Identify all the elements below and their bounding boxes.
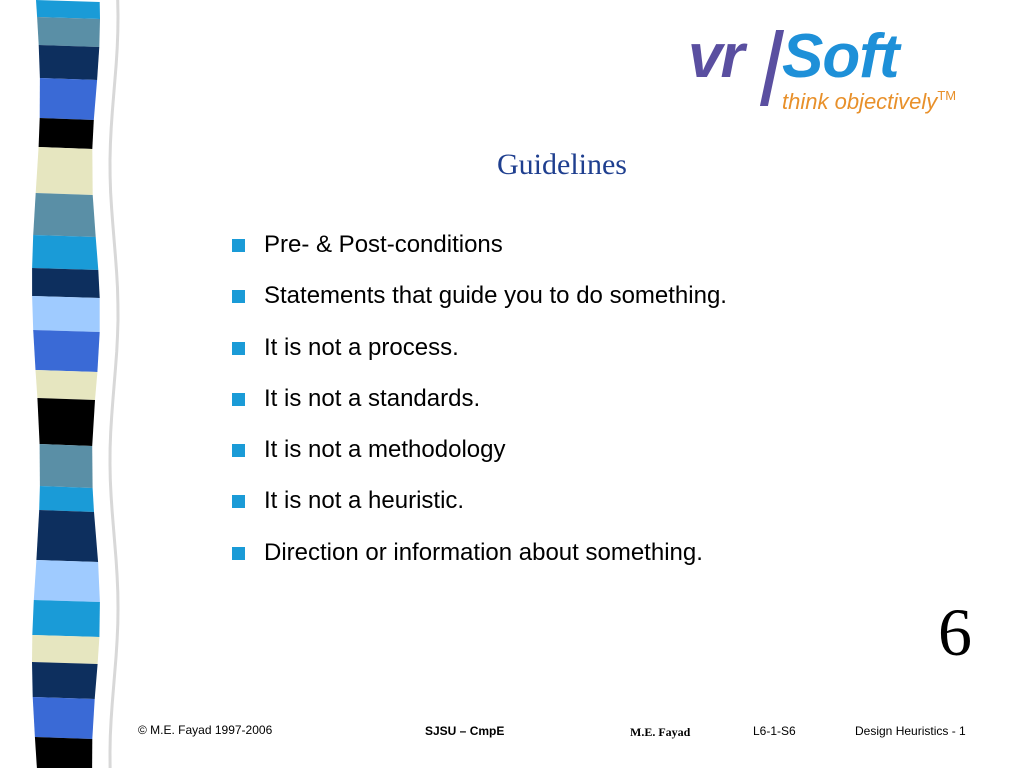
bullet-text: Pre- & Post-conditions [264,231,503,258]
square-bullet-icon [232,393,245,406]
stripe-segment [32,268,100,298]
bullet-text: It is not a process. [264,333,459,361]
stripe-segment [36,147,93,195]
bullet-text: It is not a heuristic. [264,487,465,515]
footer-copyright: © M.E. Fayad 1997-2006 [138,723,273,737]
stripe-segment [37,17,100,47]
bullet-item [232,331,727,382]
stripe-segment [32,600,100,637]
slide-page-number: 6 [938,594,972,670]
logo-trademark: TM [937,88,957,103]
bullet-item [232,279,727,330]
stripe-segment [32,635,99,664]
logo-brand-right: Soft [782,22,899,91]
bullet-text: Statements that guide you to do something. [264,282,727,310]
slide-title: Guidelines [497,148,627,181]
stripe-segment [32,296,100,332]
vrsoft-logo [688,24,998,124]
bullet-text: It is not a standards. [264,384,481,412]
stripe-segment [33,193,95,237]
stripe-segment [40,444,93,488]
stripe-segment [37,398,95,446]
stripe-segment [32,662,98,699]
square-bullet-icon [232,547,245,560]
bullet-text: It is not a methodology [264,436,506,464]
logo-tagline [782,88,956,115]
logo-brand-left: vr [688,22,743,91]
stripe-segment [33,330,100,372]
bullet-list [232,228,727,587]
decorative-stripe-bar [0,0,140,768]
square-bullet-icon [232,239,245,252]
bullet-item [232,382,727,433]
logo-divider-bar [760,30,784,106]
stripe-segment [39,45,100,80]
bullet-item [232,536,727,587]
logo-tagline-text: think objectively [782,89,938,114]
stripe-segment [36,510,98,562]
stripe-segment [32,235,98,270]
stripe-segment [33,697,95,739]
square-bullet-icon [232,290,245,303]
stripe-segment [36,370,98,400]
bullet-item [232,433,727,484]
stripe-segment [40,78,97,120]
footer-slide-code: L6-1-S6 [753,724,796,738]
square-bullet-icon [232,495,245,508]
stripe-segment [34,560,100,602]
square-bullet-icon [232,342,245,355]
bullet-item [232,484,727,535]
bullet-text: Direction or information about something. [264,538,703,566]
footer-author: M.E. Fayad [630,725,691,739]
footer-institution: SJSU – CmpE [425,724,505,738]
stripe-shadow [110,0,118,768]
stripe-segment [39,486,94,512]
stripe-segment [39,118,94,149]
stripe-segment [36,0,100,19]
bullet-item [232,228,727,279]
stripe-segment [35,737,92,768]
footer-course: Design Heuristics - 1 [855,724,966,738]
square-bullet-icon [232,444,245,457]
